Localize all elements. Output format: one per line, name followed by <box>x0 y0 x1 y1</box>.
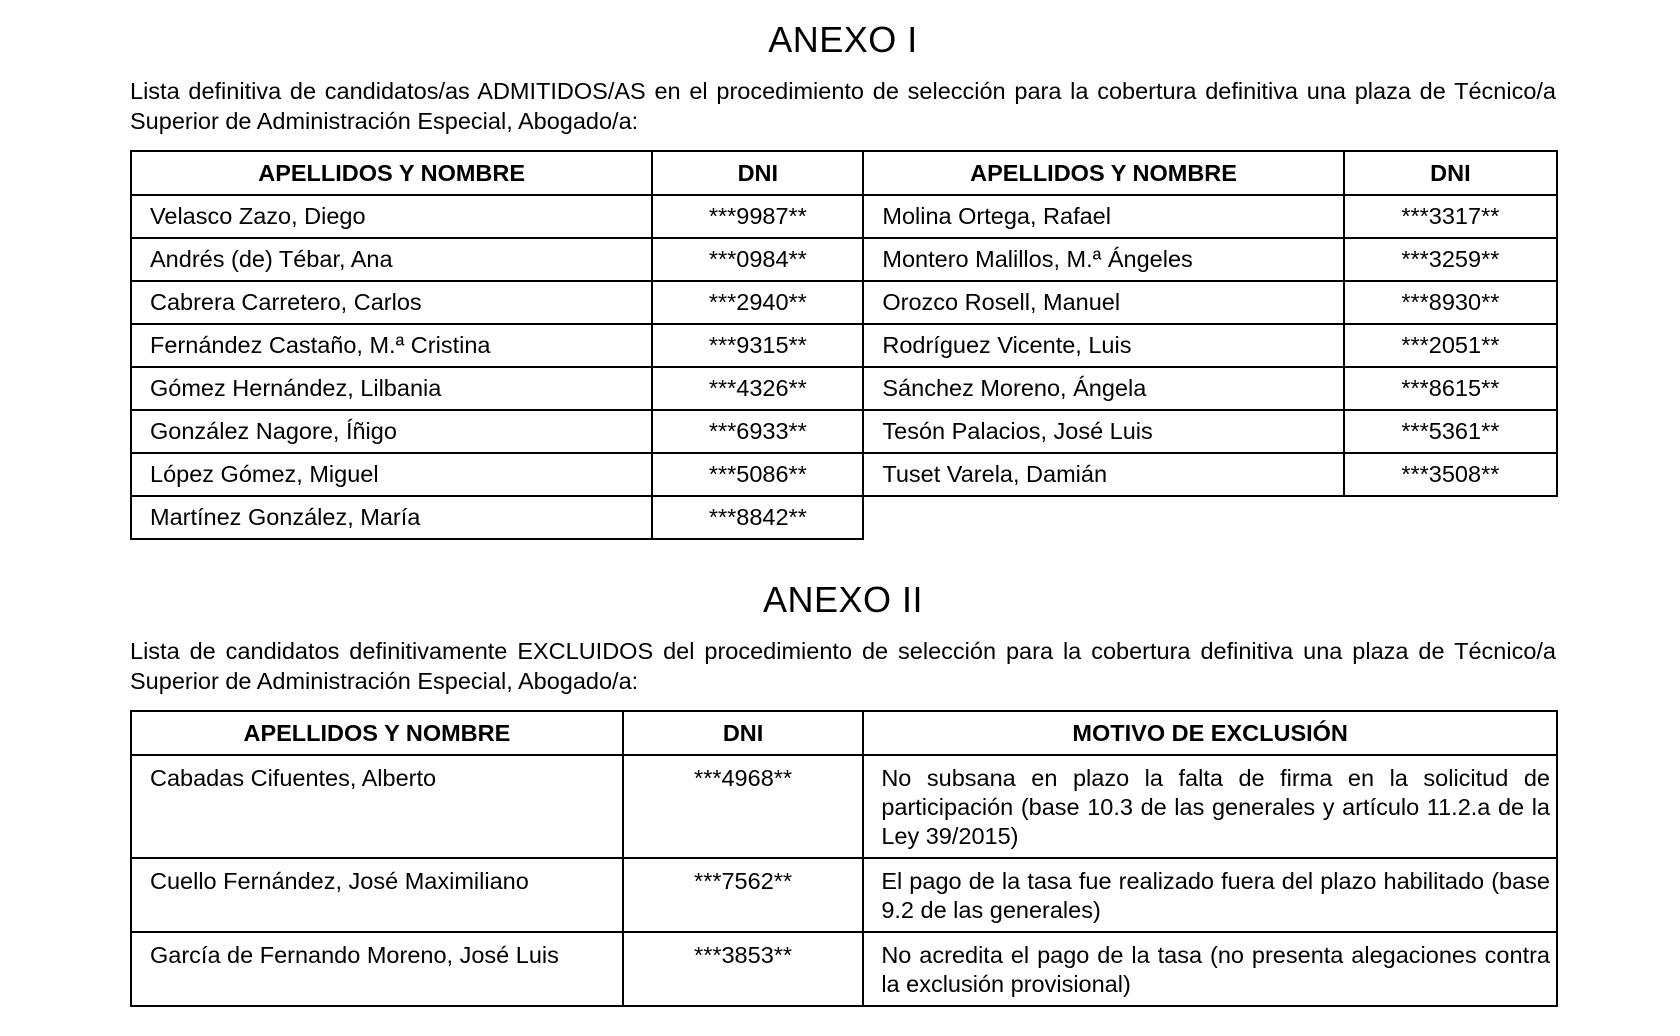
annex-2-title: ANEXO II <box>762 579 924 620</box>
table-row <box>131 932 1557 1006</box>
candidate-name: Fernández Castaño, M.ª Cristina <box>131 324 652 367</box>
annex-1-intro: Lista definitiva de candidatos/as ADMITIDOS/AS en el procedimiento de selección para la cobertura definitiva una plaza de Técnico/a Superior de Administración Especial, Abogado/a: <box>130 78 1556 134</box>
header-name-left: APELLIDOS Y NOMBRE <box>131 151 652 195</box>
exclusion-reason: El pago de la tasa fue realizado fuera del plazo habilitado (base 9.2 de las generales) <box>863 858 1557 932</box>
candidate-name: Montero Malillos, M.ª Ángeles <box>863 238 1343 281</box>
candidate-name: Orozco Rosell, Manuel <box>863 281 1343 324</box>
header-reason: MOTIVO DE EXCLUSIÓN <box>863 711 1557 755</box>
annex-1-title: ANEXO I <box>768 19 918 60</box>
admitted-header-row <box>131 151 1557 195</box>
candidate-name: Cabrera Carretero, Carlos <box>131 281 652 324</box>
candidate-dni: ***2051** <box>1344 324 1557 367</box>
table-row <box>131 281 1557 324</box>
table-row <box>131 367 1557 410</box>
candidate-dni: ***7562** <box>623 858 864 932</box>
candidate-dni: ***4968** <box>623 755 864 858</box>
candidate-dni: ***4326** <box>652 367 863 410</box>
candidate-dni: ***8615** <box>1344 367 1557 410</box>
exclusion-reason: No subsana en plazo la falta de firma en la solicitud de participación (base 10.3 de las generales y artículo 11.2.a de la Ley 39/2015) <box>863 755 1557 858</box>
candidate-name: Cabadas Cifuentes, Alberto <box>131 755 623 858</box>
candidate-name: Molina Ortega, Rafael <box>863 195 1343 238</box>
table-row <box>131 858 1557 932</box>
table-row <box>131 195 1557 238</box>
candidate-name: López Gómez, Miguel <box>131 453 652 496</box>
candidate-dni: ***6933** <box>652 410 863 453</box>
admitted-table <box>130 150 1558 540</box>
candidate-dni: ***9315** <box>652 324 863 367</box>
candidate-name: Martínez González, María <box>131 496 652 539</box>
candidate-dni: ***3508** <box>1344 453 1557 496</box>
empty-cell <box>1344 496 1557 539</box>
candidate-name: Cuello Fernández, José Maximiliano <box>131 858 623 932</box>
exclusion-reason: No acredita el pago de la tasa (no presenta alegaciones contra la exclusión provisional) <box>863 932 1557 1006</box>
candidate-dni: ***5086** <box>652 453 863 496</box>
candidate-dni: ***3259** <box>1344 238 1557 281</box>
header-name-right: APELLIDOS Y NOMBRE <box>863 151 1343 195</box>
excluded-header-row <box>131 711 1557 755</box>
table-row <box>131 410 1557 453</box>
empty-cell <box>863 496 1343 539</box>
candidate-dni: ***3317** <box>1344 195 1557 238</box>
candidate-name: Tesón Palacios, José Luis <box>863 410 1343 453</box>
candidate-dni: ***3853** <box>623 932 864 1006</box>
candidate-dni: ***8842** <box>652 496 863 539</box>
annex-2-intro: Lista de candidatos definitivamente EXCLUIDOS del procedimiento de selección para la cobertura definitiva una plaza de Técnico/a Superior de Administración Especial, Abogado/a: <box>130 638 1556 694</box>
table-row <box>131 238 1557 281</box>
candidate-name: Andrés (de) Tébar, Ana <box>131 238 652 281</box>
candidate-name: González Nagore, Íñigo <box>131 410 652 453</box>
table-row <box>131 496 1557 539</box>
header-dni: DNI <box>623 711 864 755</box>
candidate-dni: ***5361** <box>1344 410 1557 453</box>
candidate-name: García de Fernando Moreno, José Luis <box>131 932 623 1006</box>
header-dni-left: DNI <box>652 151 863 195</box>
candidate-dni: ***0984** <box>652 238 863 281</box>
candidate-name: Velasco Zazo, Diego <box>131 195 652 238</box>
candidate-dni: ***2940** <box>652 281 863 324</box>
candidate-name: Tuset Varela, Damián <box>863 453 1343 496</box>
header-name: APELLIDOS Y NOMBRE <box>131 711 623 755</box>
candidate-name: Gómez Hernández, Lilbania <box>131 367 652 410</box>
candidate-name: Sánchez Moreno, Ángela <box>863 367 1343 410</box>
candidate-dni: ***9987** <box>652 195 863 238</box>
document-page <box>130 0 1556 1007</box>
excluded-table <box>130 710 1558 1007</box>
candidate-dni: ***8930** <box>1344 281 1557 324</box>
table-row <box>131 453 1557 496</box>
table-row <box>131 755 1557 858</box>
header-dni-right: DNI <box>1344 151 1557 195</box>
candidate-name: Rodríguez Vicente, Luis <box>863 324 1343 367</box>
table-row <box>131 324 1557 367</box>
